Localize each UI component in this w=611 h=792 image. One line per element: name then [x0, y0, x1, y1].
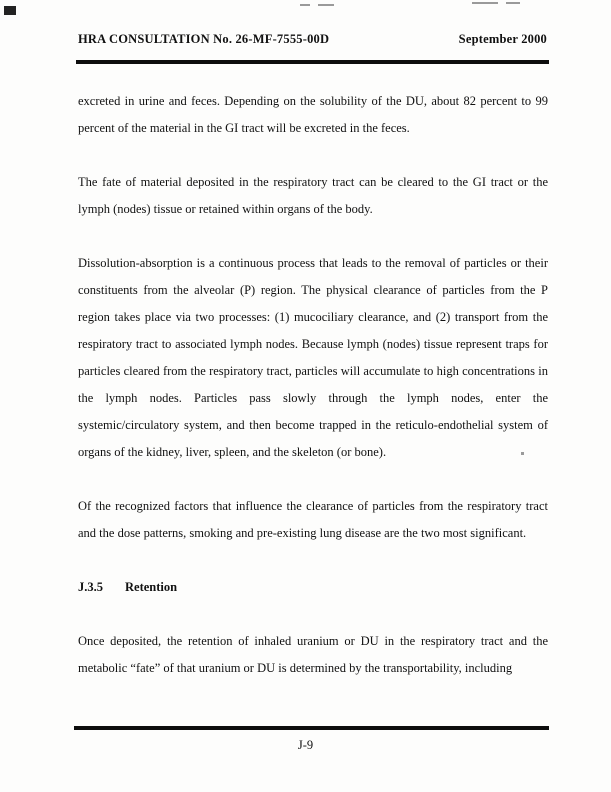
header-title: HRA CONSULTATION No. 26-MF-7555-00D — [78, 32, 330, 46]
paragraph: excreted in urine and feces. Depending on the solubility of the DU, about 82 percent to 99 percent of the material in the GI tract will be excreted in the feces. — [78, 94, 548, 135]
footer-rule — [74, 726, 549, 730]
paragraph: Once deposited, the retention of inhaled uranium or DU in the respiratory tract and the metabolic “fate” of that uranium or DU is determined by the transportability, including — [78, 634, 548, 675]
section-heading — [78, 574, 548, 601]
scan-artifact — [4, 6, 16, 15]
scan-artifact — [318, 4, 334, 6]
section-heading-label: Retention — [125, 580, 178, 594]
scan-artifact — [472, 2, 498, 4]
header-date: September 2000 — [458, 32, 547, 46]
paragraph: The fate of material deposited in the respiratory tract can be cleared to the GI tract or the lymph (nodes) tissue or retained within organs of the body. — [78, 175, 548, 216]
scan-artifact — [300, 4, 310, 6]
section-heading-number: J.3.5 — [78, 580, 103, 594]
header-rule — [76, 60, 549, 64]
page-number: J-9 — [297, 738, 314, 752]
paragraph: Of the recognized factors that influence the clearance of particles from the respiratory tract and the dose patterns, smoking and pre-existing lung disease are the two most significant. — [78, 499, 548, 540]
page-header — [78, 32, 547, 47]
scan-artifact — [506, 2, 520, 4]
document-body — [78, 88, 548, 682]
paragraph: Dissolution-absorption is a continuous process that leads to the removal of particles or their constituents from the alveolar (P) region. The physical clearance of particles from the P region takes place via two processes: (1) mucociliary clearance, and (2) transport from the respiratory tract to associated lymph nodes. Because lymph (nodes) tissue represent traps for particles cleared from the respiratory tract, particles will accumulate to high concentrations in the lymph nodes. Particles pass slowly through the lymph nodes, enter the systemic/circulatory system, and then become trapped in the reticulo-endothelial system of organs of the kidney, liver, spleen, and the skeleton (or bone). — [78, 256, 548, 459]
